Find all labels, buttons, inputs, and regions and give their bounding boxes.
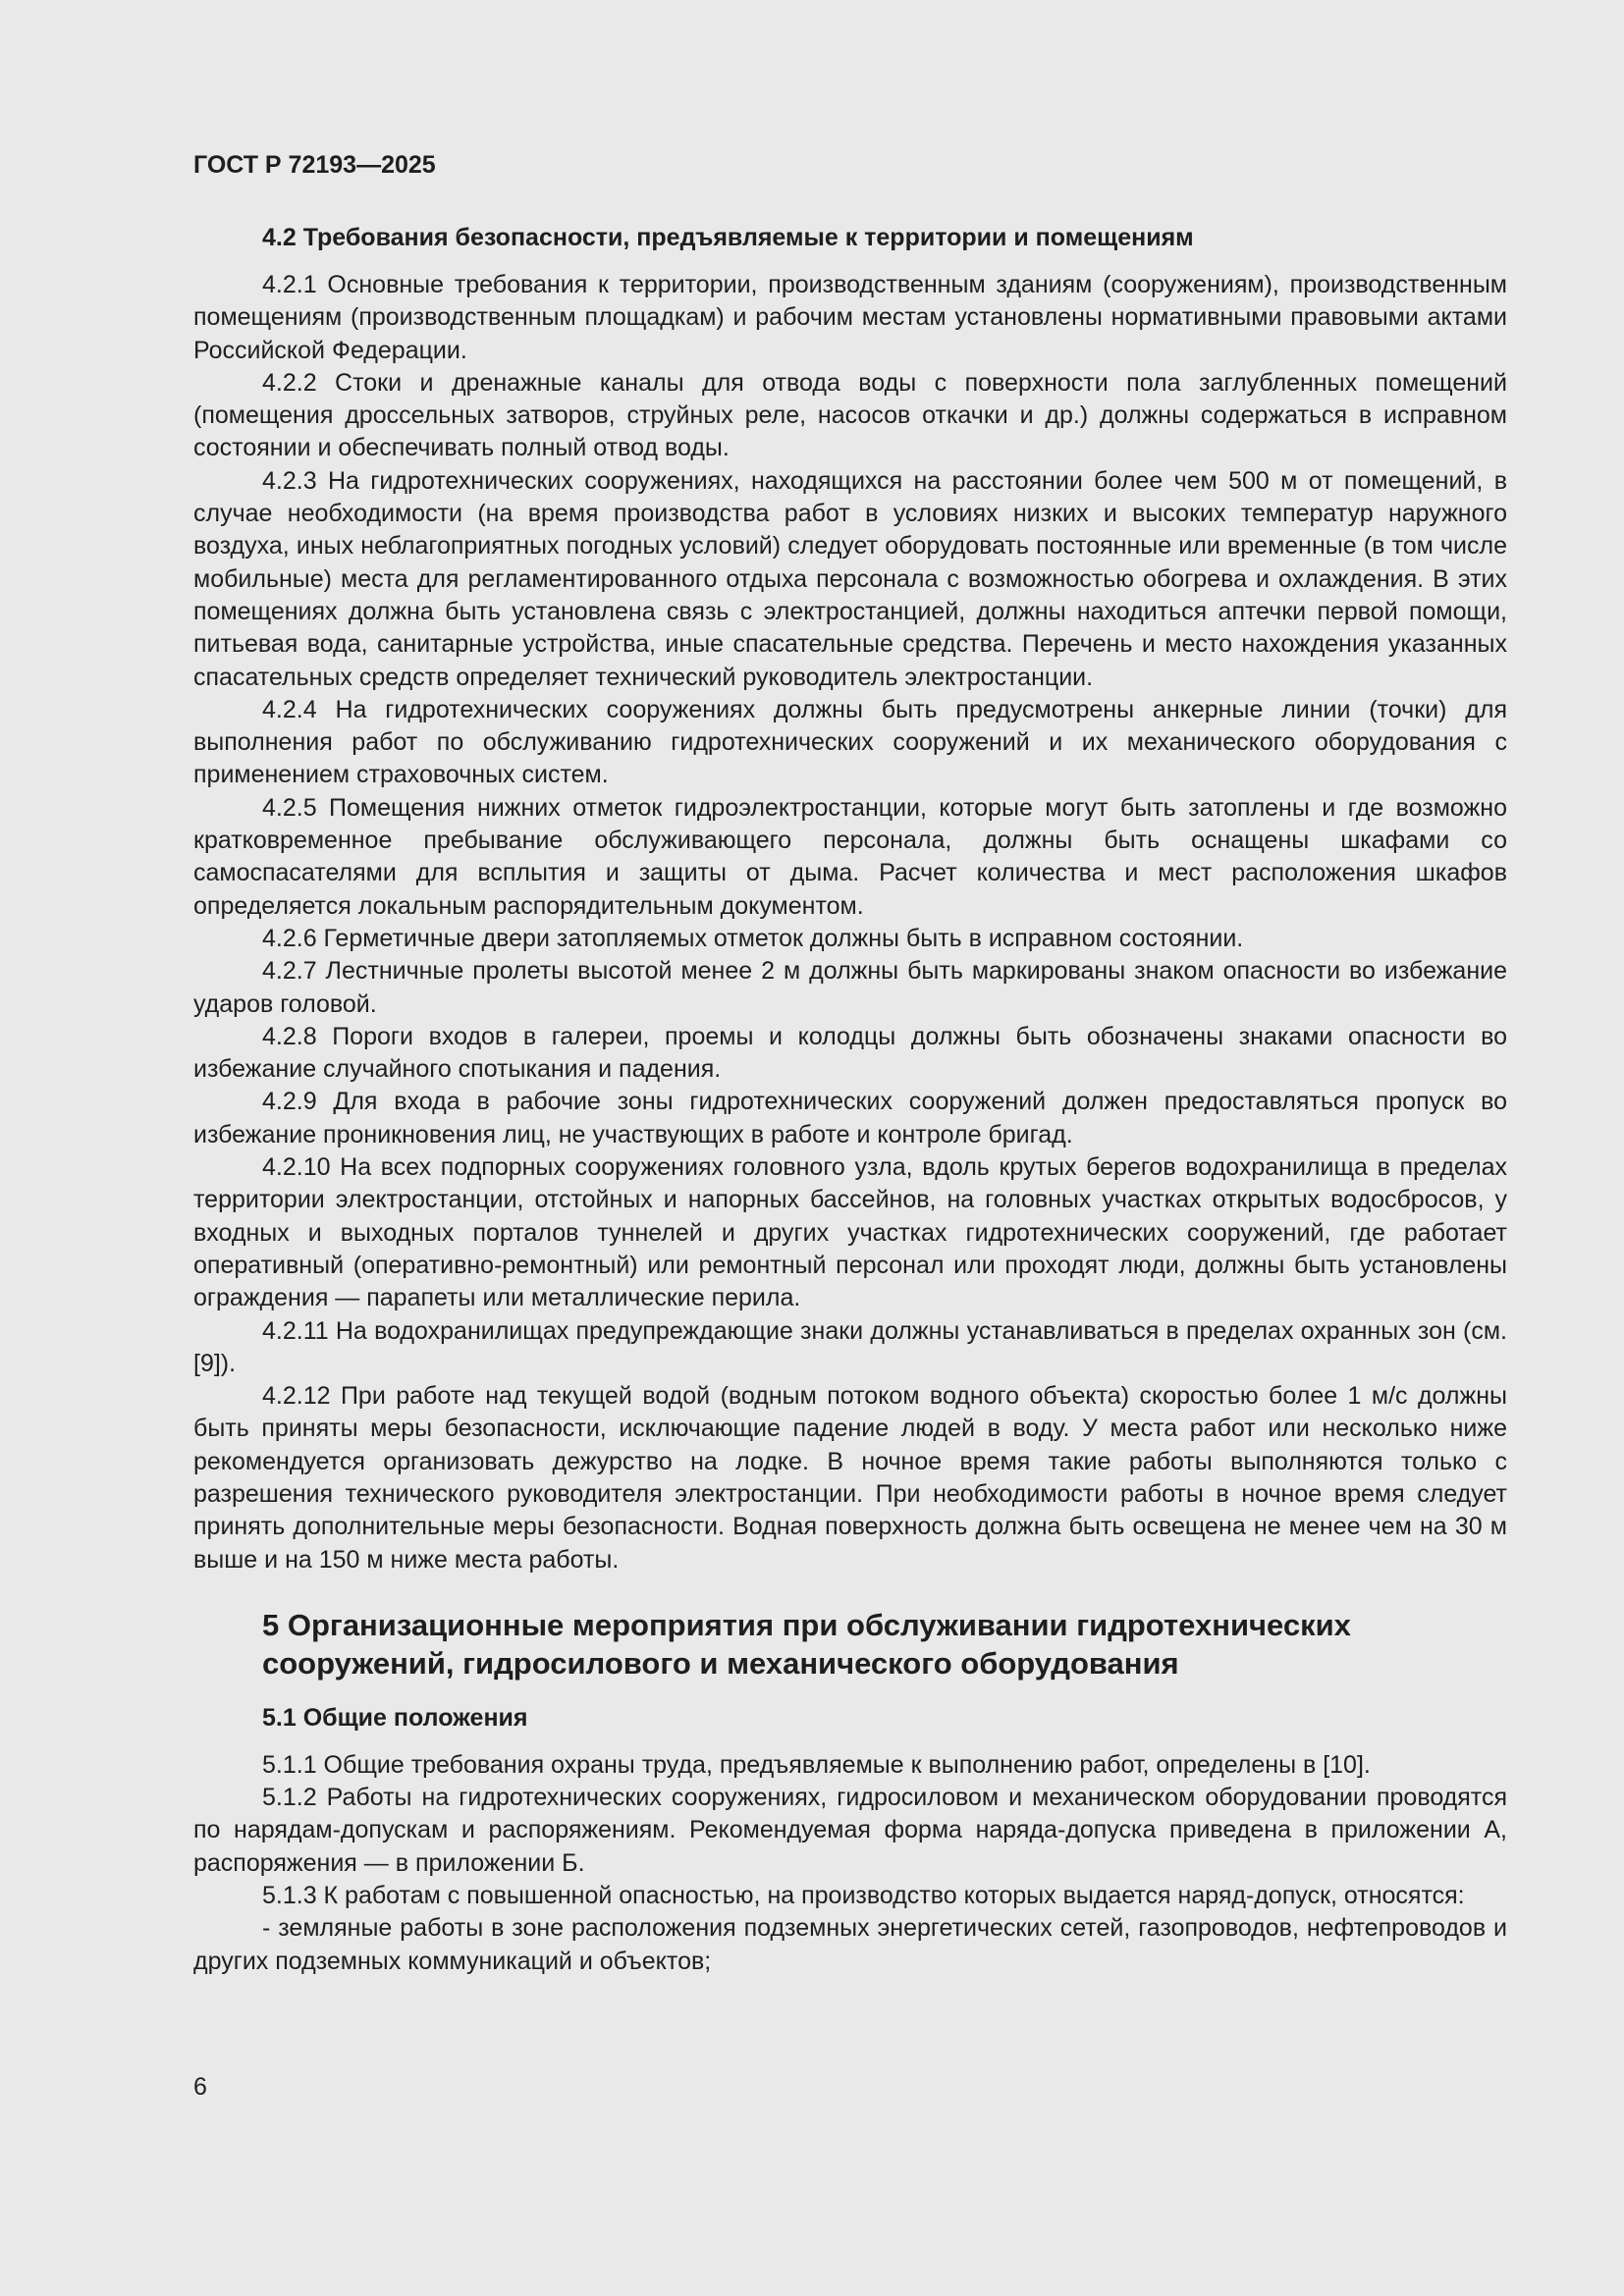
paragraph-4-2-7: 4.2.7 Лестничные пролеты высотой менее 2 м должны быть маркированы знаком опасности во избежание ударов головой. [193,957,1507,1018]
paragraph-4-2-1: 4.2.1 Основные требования к территории, производственным зданиям (сооружениям), производственным помещениям (производственным площадкам) и рабочим местам установлены нормативными правовыми актами Российской Федерации. [193,271,1507,364]
page-content [193,222,1507,1978]
paragraph-4-2-12: 4.2.12 При работе над текущей водой (водным потоком водного объекта) скоростью более 1 м/с должны быть приняты меры безопасности, исключающие падение людей в воду. У места работ или несколько ниже рекомендуется организовать дежурство на лодке. В ночное время такие работы выполняются только с разрешения технического руководителя электростанции. При необходимости работы в ночное время следует принять дополнительные меры безопасности. Водная поверхность должна быть освещена не менее чем на 30 м выше и на 150 м ниже места работы. [193,1382,1507,1574]
paragraph-4-2-3: 4.2.3 На гидротехнических сооружениях, находящихся на расстоянии более чем 500 м от помещений, в случае необходимости (на время производства работ в условиях низких и высоких температур наружного воздуха, иных неблагоприятных погодных условий) следует оборудовать постоянные или временные (в том числе мобильные) места для регламентированного отдыха персонала с возможностью обогрева и охлаждения. В этих помещениях должна быть установлена связь с электростанцией, должны находиться аптечки первой помощи, питьевая вода, санитарные устройства, иные спасательные средства. Перечень и место нахождения указанных спасательных средств определяет технический руководитель электростанции. [193,466,1507,691]
paragraph-4-2-5: 4.2.5 Помещения нижних отметок гидроэлектростанции, которые могут быть затоплены и где возможно кратковременное пребывание обслуживающего персонала, должны быть оснащены шкафами со самоспасателями для всплытия и защиты от дыма. Расчет количества и мест расположения шкафов определяется локальным распорядительным документом. [193,793,1507,920]
page-number: 6 [193,2073,207,2101]
paragraph-5-1-2: 5.1.2 Работы на гидротехнических сооружениях, гидросиловом и механическом оборудовании проводятся по нарядам-допускам и распоряжениям. Рекомендуемая форма наряда-допуска приведена в приложении А, распоряжения — в приложении Б. [193,1784,1507,1877]
paragraph-5-1-1: 5.1.1 Общие требования охраны труда, предъявляемые к выполнению работ, определены в [10]. [262,1750,1371,1779]
paragraph-4-2-4: 4.2.4 На гидротехнических сооружениях должны быть предусмотрены анкерные линии (точки) для выполнения работ по обслуживанию гидротехнических сооружений и их механического оборудования с применением страховочных систем. [193,695,1507,789]
section-title-4-2: 4.2 Требования безопасности, предъявляемые к территории и помещениям [262,224,1194,251]
chapter-title-5: 5 Организационные мероприятия при обслуживании гидротехнических сооружений, гидросилового и механического оборудования [262,1607,1351,1681]
paragraph-4-2-6: 4.2.6 Герметичные двери затопляемых отметок должны быть в исправном состоянии. [262,924,1244,952]
document-page [193,0,1507,2296]
subsection-title-5-1: 5.1 Общие положения [262,1703,528,1732]
paragraph-4-2-10: 4.2.10 На всех подпорных сооружениях головного узла, вдоль крутых берегов водохранилища в пределах территории электростанции, отстойных и напорных бассейнов, на головных участках открытых водосбросов, у входных и выходных порталов туннелей и других участках гидротехнических сооружений, где работает оперативный (оперативно-ремонтный) или ремонтный персонал или проходят люди, должны быть установлены ограждения — парапеты или металлические перила. [193,1153,1507,1312]
paragraph-4-2-8: 4.2.8 Пороги входов в галереи, проемы и колодцы должны быть обозначены знаками опасности во избежание случайного спотыкания и падения. [193,1022,1507,1084]
paragraph-5-1-3: 5.1.3 К работам с повышенной опасностью, на производство которых выдается наряд-допуск, относятся: [262,1882,1465,1910]
paragraph-4-2-9: 4.2.9 Для входа в рабочие зоны гидротехнических сооружений должен предоставляться пропуск во избежание проникновения лиц, не участвующих в работе и контроле бригад. [193,1088,1507,1148]
paragraph-4-2-11: 4.2.11 На водохранилищах предупреждающие знаки должны устанавливаться в пределах охранных зон (см. [9]). [193,1316,1507,1377]
document-header-code: ГОСТ Р 72193—2025 [193,151,436,179]
list-item-earthworks: - земляные работы в зоне расположения подземных энергетических сетей, газопроводов, нефтепроводов и других подземных коммуникаций и объектов; [193,1914,1507,1975]
paragraph-4-2-2: 4.2.2 Стоки и дренажные каналы для отвода воды с поверхности пола заглубленных помещений (помещения дроссельных затворов, струйных реле, насосов откачки и др.) должны содержаться в исправном состоянии и обеспечивать полный отвод воды. [193,368,1507,462]
